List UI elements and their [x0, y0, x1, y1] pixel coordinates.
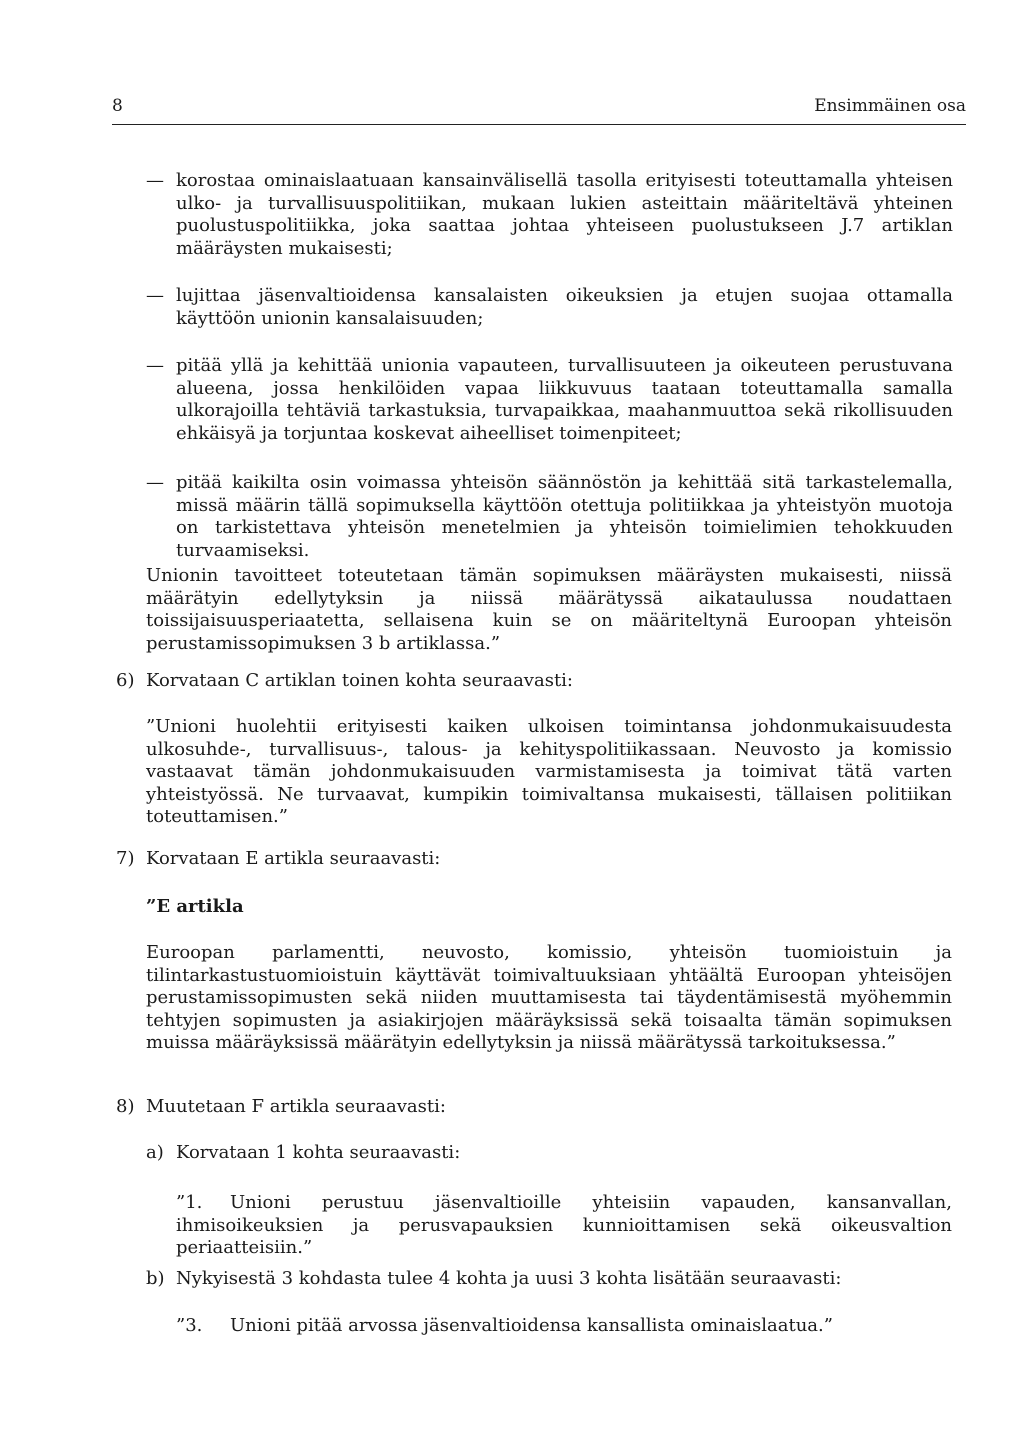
quoted-text: Unioni perustuu jäsenvaltioille yhteisiin vapauden, kansanvallan, ihmisoikeuksien ja perusvapauksien kunnioittamisen sekä oikeusvaltion periaatteisiin.” — [176, 1192, 952, 1259]
quote-number: ”3. — [176, 1315, 203, 1336]
dash-bullet: — — [146, 285, 164, 306]
dash-bullet: — — [146, 355, 164, 376]
subitem-intro: Nykyisestä 3 kohdasta tulee 4 kohta ja uusi 3 kohta lisätään seuraavasti: — [176, 1268, 842, 1289]
item-intro: Muutetaan F artikla seuraavasti: — [146, 1096, 446, 1117]
objectives-paragraph: Unionin tavoitteet toteutetaan tämän sopimuksen määräysten mukaisesti, niissä määrätyin edellytyksin ja niissä määrätyssä aikataulussa noudattaen toissijaisuusperiaatetta, sellaisena kuin se on määriteltynä Euroopan yhteisön perustamissopimuksen 3 b artiklassa.” — [146, 565, 952, 654]
list-item-text: korostaa ominaislaatuaan kansainvälisellä tasolla erityisesti toteuttamalla yhteisen ulko- ja turvallisuuspolitiikan, mukaan lukien asteittain määriteltävä yhteinen puolustuspolitiikka, joka saattaa johtaa yhteiseen puolustukseen J.7 artiklan määräysten mukaisesti; — [176, 170, 953, 259]
item-number: 7) — [116, 848, 135, 869]
item-intro: Korvataan E artikla seuraavasti: — [146, 848, 441, 869]
dash-bullet: — — [146, 170, 164, 191]
list-item-text: pitää kaikilta osin voimassa yhteisön säännöstön ja kehittää sitä tarkastelemalla, missä määrin tällä sopimuksella käyttöön otettuja politiikkaa ja yhteistyön muotoja on tarkistettava yhteisön menetelmien ja yhteisön toimielimien tehokkuuden turvaamiseksi. — [176, 472, 953, 561]
quoted-text: Unioni pitää arvossa jäsenvaltioidensa kansallista ominaislaatua.” — [230, 1315, 833, 1336]
subitem-intro: Korvataan 1 kohta seuraavasti: — [176, 1142, 461, 1163]
subitem-label: b) — [146, 1268, 165, 1289]
header-rule — [112, 124, 966, 125]
subitem-label: a) — [146, 1142, 164, 1163]
item-number: 8) — [116, 1096, 135, 1117]
section-title: Ensimmäinen osa — [814, 96, 966, 116]
dash-bullet: — — [146, 472, 164, 493]
quoted-text: ”Unioni huolehtii erityisesti kaiken ulkoisen toimintansa johdonmukaisuudesta ulkosuhde-, turvallisuus-, talous- ja kehityspolitiikassaan. Neuvosto ja komissio vastaavat tämän johdonmukaisuuden varmistamisesta ja toimivat tätä varten yhteistyössä. Ne turvaavat, kumpikin toimivaltansa mukaisesti, tällaisen politiikan toteuttamisen.” — [146, 716, 952, 828]
quoted-text: Euroopan parlamentti, neuvosto, komissio, yhteisön tuomioistuin ja tilintarkastustuomioistuin käyttävät toimivaltuuksiaan yhtäältä Euroopan yhteisöjen perustamissopimusten sekä niiden muuttamisesta tai täydentämisestä myöhemmin tehtyjen sopimusten ja asiakirjojen määräyksissä sekä toisaalta tämän sopimuksen muissa määräyksissä määrätyin edellytyksin ja niissä määrätyssä tarkoituksessa.” — [146, 942, 952, 1054]
list-item-text: pitää yllä ja kehittää unionia vapauteen, turvallisuuteen ja oikeuteen perustuvana alueena, jossa henkilöiden vapaa liikkuvuus taataan toteuttamalla samalla ulkorajoilla tehtäviä tarkastuksia, turvapaikkaa, maahanmuuttoa sekä rikollisuuden ehkäisyä ja torjuntaa koskevat aiheelliset toimenpiteet; — [176, 355, 953, 444]
item-number: 6) — [116, 670, 135, 691]
page-number: 8 — [112, 96, 123, 116]
page-header — [112, 96, 966, 120]
list-item-text: lujittaa jäsenvaltioidensa kansalaisten oikeuksien ja etujen suojaa ottamalla käyttöön unionin kansalaisuuden; — [176, 285, 953, 329]
item-intro: Korvataan C artiklan toinen kohta seuraavasti: — [146, 670, 573, 691]
quote-number: ”1. — [176, 1192, 203, 1213]
article-heading: ”E artikla — [146, 896, 244, 917]
